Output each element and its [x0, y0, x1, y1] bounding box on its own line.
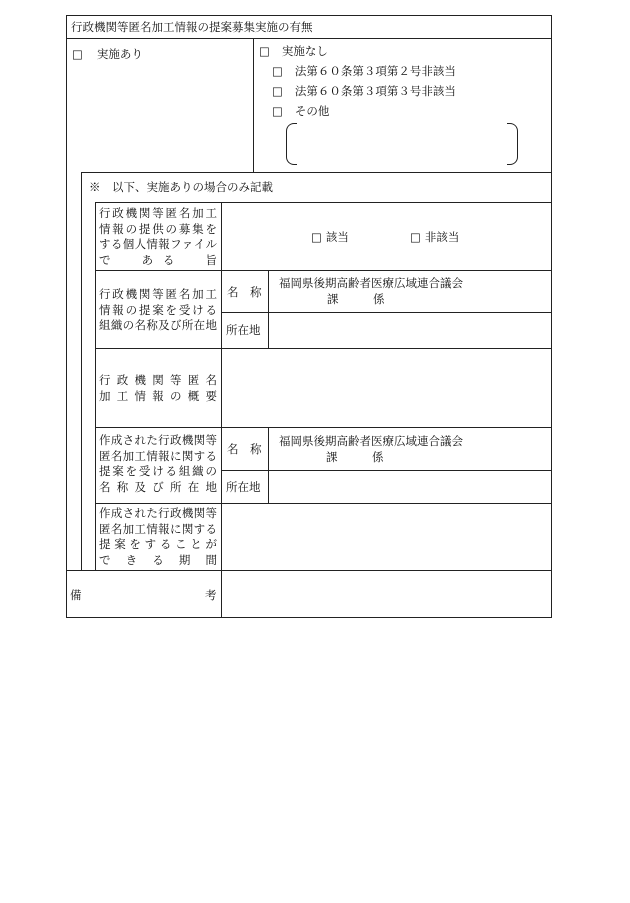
- checkbox-not-implemented[interactable]: □: [259, 44, 270, 58]
- checkbox-applicable[interactable]: □: [311, 230, 322, 244]
- row2-name-label: 名 称: [227, 285, 262, 299]
- applicable-option[interactable]: [311, 230, 349, 244]
- indent-line-2: [95, 202, 96, 571]
- reason-1-option[interactable]: [272, 64, 456, 78]
- reason-other-option[interactable]: [272, 104, 329, 118]
- not-applicable-option[interactable]: [410, 230, 459, 244]
- row4-mid: [221, 470, 552, 471]
- checkbox-reason-1[interactable]: □: [272, 64, 283, 78]
- title-divider: [66, 38, 552, 39]
- form-title: 行政機関等匿名加工情報の提案募集実施の有無: [71, 20, 313, 34]
- applicable-label: 該当: [325, 230, 349, 244]
- row3-bottom: [95, 427, 552, 428]
- reason-2-label: 法第６０条第３項第３号非該当: [294, 84, 456, 98]
- checkbox-reason-2[interactable]: □: [272, 84, 283, 98]
- checkbox-implemented[interactable]: □: [72, 47, 83, 61]
- note-header: ※ 以下、実施ありの場合のみ記載: [89, 180, 273, 194]
- implemented-option[interactable]: [72, 47, 143, 61]
- row2-address-label: 所在地: [226, 323, 261, 337]
- remarks-label-left: 備: [70, 588, 82, 602]
- row4-label: 作成された行政機関等 匿名加工情報に関する 提案を受ける組織の 名称及び所在地: [99, 433, 217, 494]
- row5-label: 作成された行政機関等 匿名加工情報に関する 提案をすることが できる期間: [99, 506, 217, 567]
- row4-name-label: 名 称: [227, 442, 262, 456]
- indent-line-1: [81, 172, 82, 571]
- note-top: [81, 172, 552, 173]
- row1-bottom: [95, 270, 552, 271]
- row2-label: 行政機関等匿名加工 情報の提案を受ける 組織の名称及び所在地: [99, 287, 217, 332]
- note-header-bottom: [95, 202, 552, 203]
- reason-2-option[interactable]: [272, 84, 456, 98]
- remarks-label-right: 考: [205, 588, 217, 602]
- row2-mid: [221, 312, 552, 313]
- label-column-divider: [221, 202, 222, 618]
- reason-other-label: その他: [294, 104, 330, 118]
- not-applicable-label: 非該当: [424, 230, 460, 244]
- row2-name-value: 福岡県後期高齢者医療広域連合議会: [279, 276, 463, 290]
- row4-name-value: 福岡県後期高齢者医療広域連合議会: [279, 434, 463, 448]
- status-divider: [253, 38, 254, 173]
- row4-bottom: [95, 503, 552, 504]
- other-bracket-right: [507, 123, 518, 165]
- row2-subdivider: [268, 270, 269, 348]
- row5-bottom: [66, 570, 552, 571]
- row1-label: 行政機関等匿名加工 情報の提供の募集を する個人情報ファイル で ある 旨: [99, 206, 217, 267]
- row2-section: 課 係: [327, 292, 385, 306]
- row4-subdivider: [268, 427, 269, 503]
- other-bracket-left: [286, 123, 297, 165]
- row2-bottom: [95, 348, 552, 349]
- checkbox-reason-other[interactable]: □: [272, 104, 283, 118]
- row4-section: 課 係: [326, 450, 384, 464]
- table-border-top: [66, 15, 552, 16]
- row3-label: 行政機関等匿名 加工情報の概要: [99, 373, 217, 403]
- checkbox-not-applicable[interactable]: □: [410, 230, 421, 244]
- not-implemented-label: 実施なし: [281, 44, 328, 58]
- implemented-label: 実施あり: [96, 47, 143, 61]
- row4-address-label: 所在地: [226, 480, 261, 494]
- table-border-bottom: [66, 617, 552, 618]
- table-border-right: [551, 15, 552, 618]
- reason-1-label: 法第６０条第３項第２号非該当: [294, 64, 456, 78]
- table-border-left: [66, 15, 67, 618]
- not-implemented-option[interactable]: [259, 44, 328, 58]
